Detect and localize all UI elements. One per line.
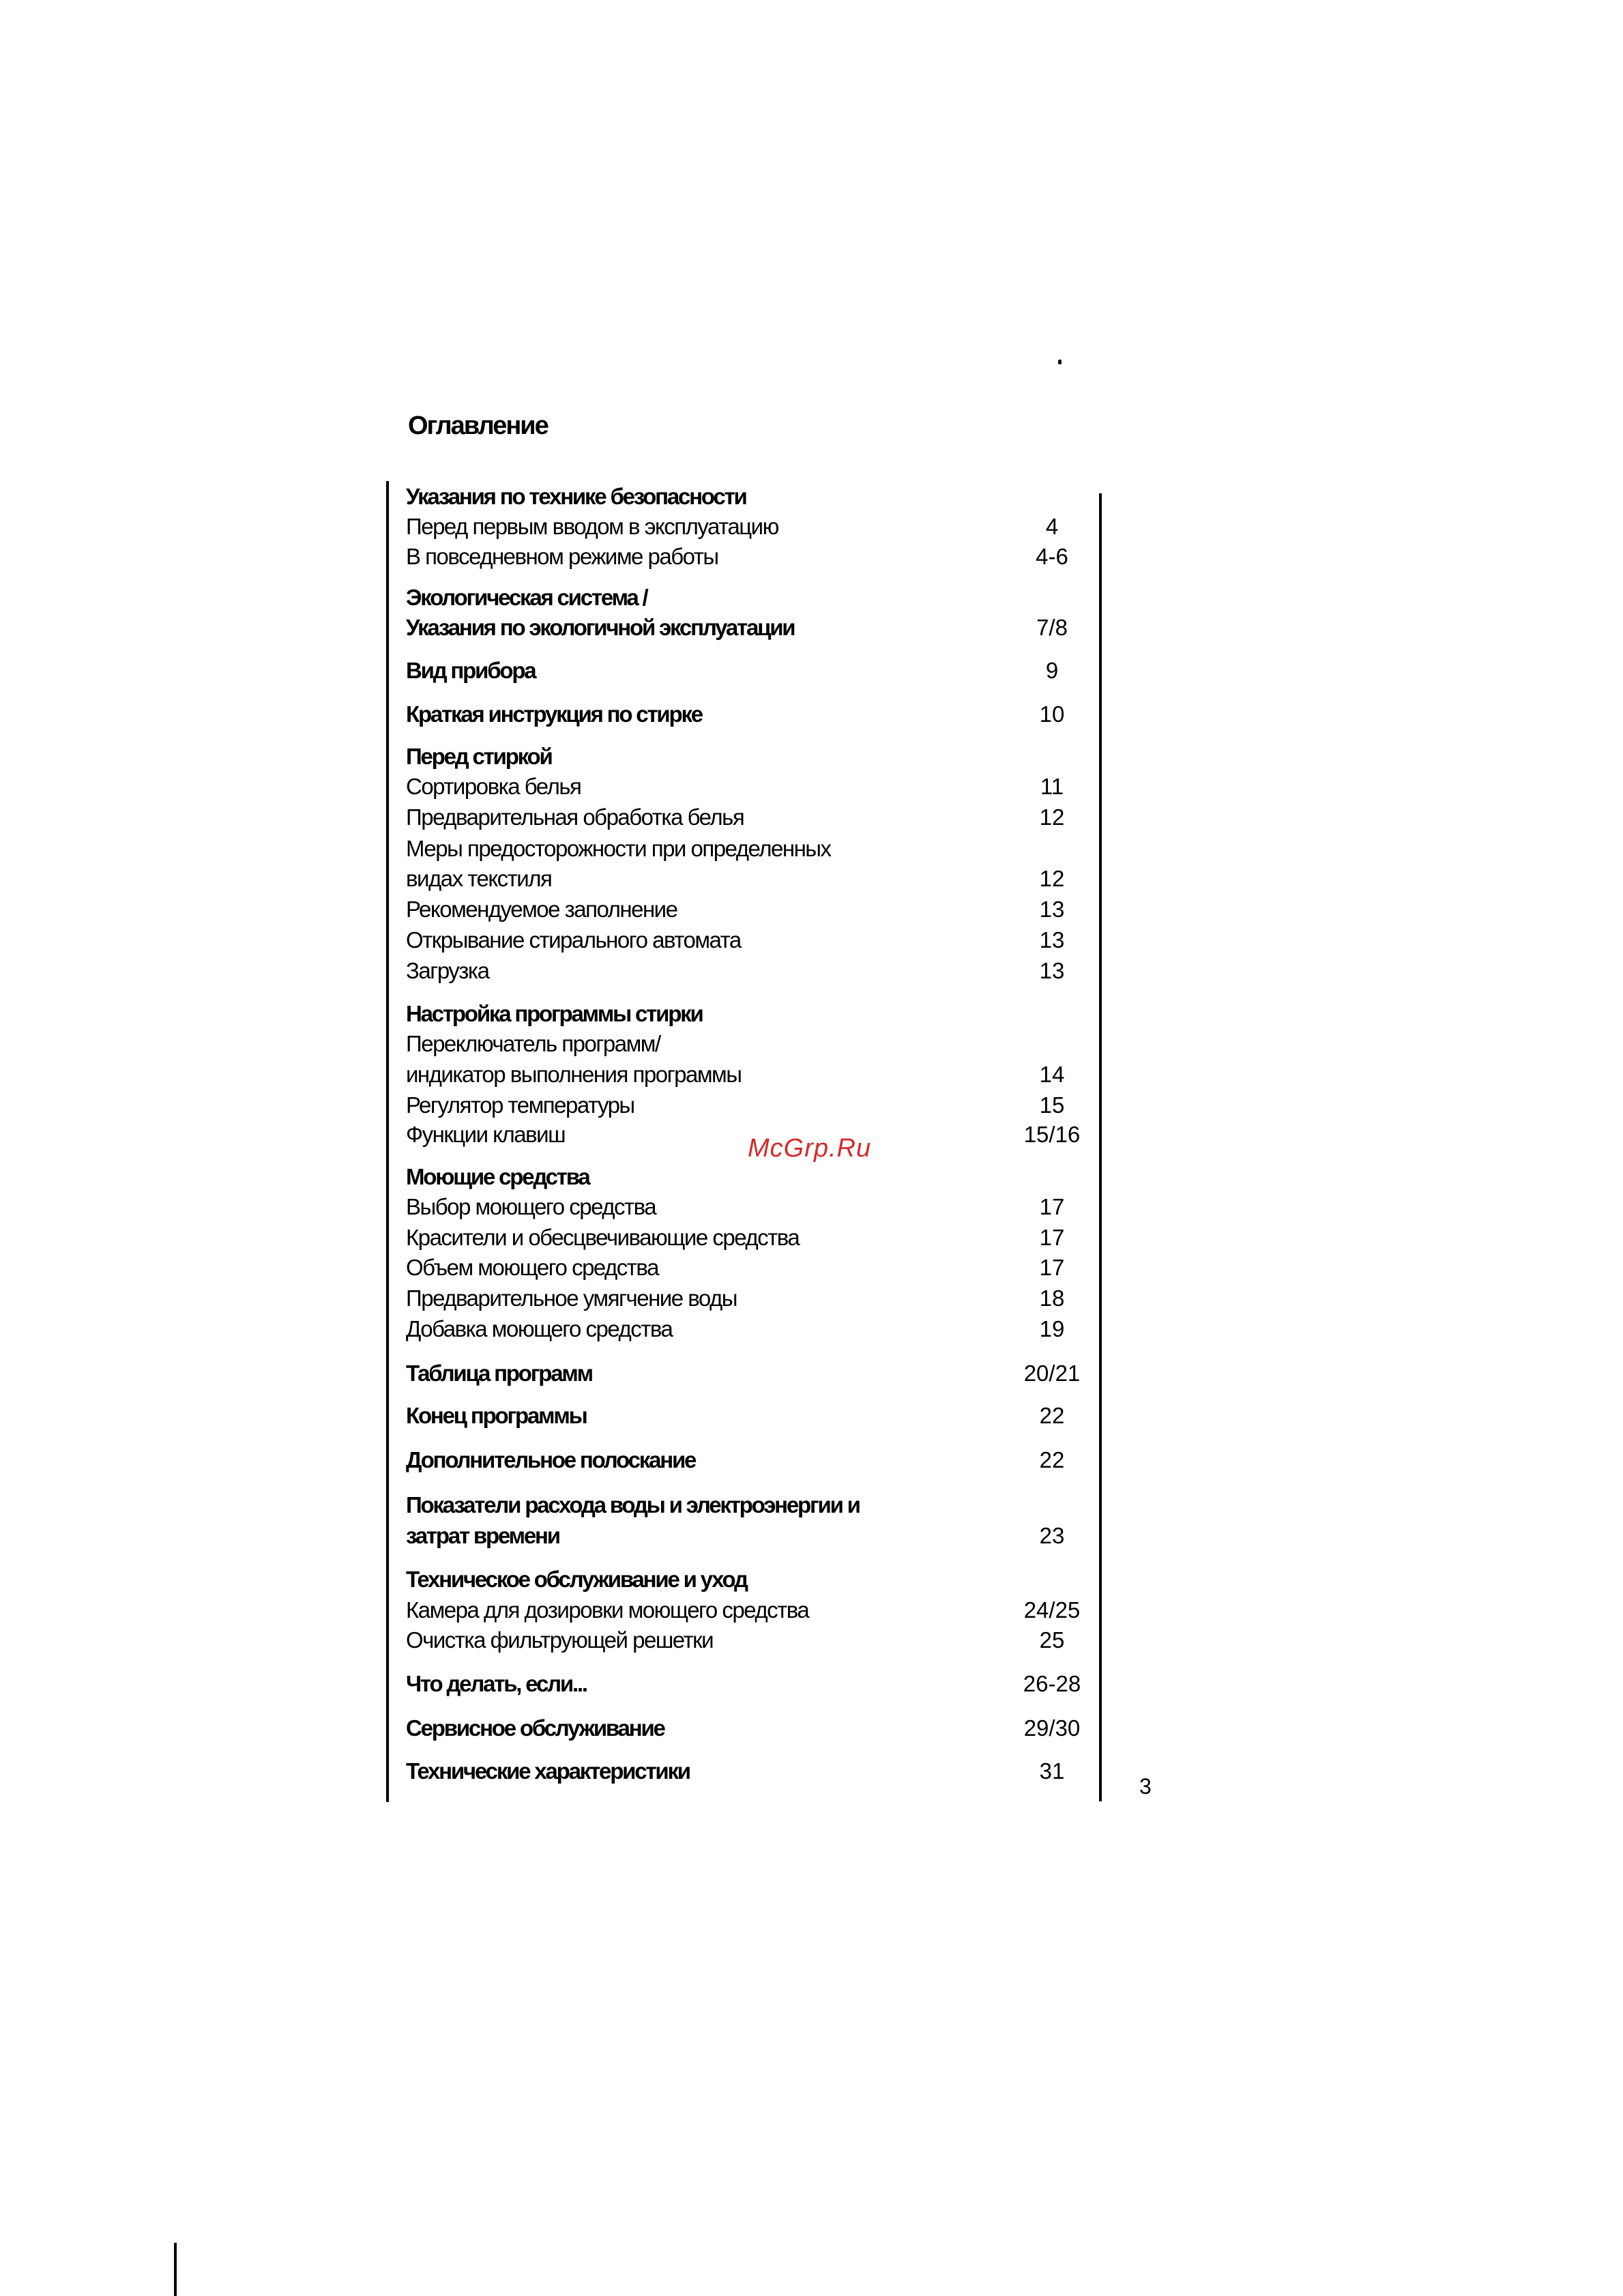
toc-entry bbox=[406, 1191, 1088, 1223]
toc-section-heading bbox=[406, 612, 1088, 643]
toc-entry-text: Меры предосторожности при определенных bbox=[406, 836, 831, 861]
toc-entry-text: Сортировка белья bbox=[406, 774, 581, 799]
toc-page-number: 31 bbox=[1039, 1758, 1065, 1784]
toc-entry-text: Открывание стирального автомата bbox=[406, 927, 741, 953]
toc-section-heading bbox=[406, 1161, 1088, 1193]
watermark: McGrp.Ru bbox=[748, 1134, 872, 1163]
toc-entry-text: Перед стиркой bbox=[406, 744, 552, 769]
toc-entry bbox=[406, 1090, 1088, 1121]
toc-section-heading bbox=[406, 1756, 1088, 1787]
toc-entry-text: затрат времени bbox=[406, 1523, 559, 1548]
toc-page-number: 7/8 bbox=[1036, 615, 1068, 640]
bottom-margin-mark bbox=[174, 2243, 177, 2296]
toc-page-number: 12 bbox=[1039, 804, 1065, 830]
toc-entry-text: видах текстиля bbox=[406, 866, 552, 891]
toc-entry-text: Указания по технике безопасности bbox=[406, 484, 746, 509]
toc-page-number: 15/16 bbox=[1023, 1122, 1081, 1147]
toc-page-number: 9 bbox=[1045, 658, 1059, 683]
toc-entry-text: Добавка моющего средства bbox=[406, 1316, 673, 1341]
toc-entry-text: Таблица программ bbox=[406, 1361, 592, 1386]
toc-entry bbox=[406, 1059, 1088, 1090]
toc-entry-text: Дополнительное полоскание bbox=[406, 1447, 696, 1472]
toc-section-heading bbox=[406, 699, 1088, 730]
toc-entry bbox=[406, 541, 1088, 572]
toc-entry bbox=[406, 925, 1088, 956]
toc-section-heading bbox=[406, 1564, 1088, 1595]
toc-section-heading bbox=[406, 1444, 1088, 1476]
toc-page-number: 12 bbox=[1039, 866, 1065, 891]
toc-entry bbox=[406, 1252, 1088, 1283]
toc-entry-text: индикатор выполнения программы bbox=[406, 1062, 742, 1087]
toc-entry-text: Вид прибора bbox=[406, 658, 536, 683]
toc-entry-text: Камера для дозировки моющего средства bbox=[406, 1597, 809, 1623]
toc-page-number: 4 bbox=[1045, 514, 1059, 539]
toc-entry-text: Рекомендуемое заполнение bbox=[406, 897, 677, 922]
toc-entry bbox=[406, 1119, 1088, 1150]
toc-page-number: 4-6 bbox=[1036, 544, 1068, 569]
toc-page-number: 22 bbox=[1039, 1447, 1065, 1472]
toc-page-number: 23 bbox=[1039, 1523, 1065, 1548]
toc-page-number: 10 bbox=[1039, 701, 1065, 727]
toc-entry-text: Загрузка bbox=[406, 958, 489, 983]
toc-entry bbox=[406, 771, 1088, 802]
toc-page-number: 15 bbox=[1039, 1092, 1065, 1118]
toc-page-number: 17 bbox=[1039, 1225, 1065, 1250]
toc-page-number: 17 bbox=[1039, 1255, 1065, 1280]
toc-entry-text: Красители и обесцвечивающие средства bbox=[406, 1225, 800, 1250]
toc-page-number: 26-28 bbox=[1023, 1671, 1081, 1696]
toc-section-heading bbox=[406, 582, 1088, 613]
toc-section-heading bbox=[406, 1520, 1088, 1552]
toc-entry bbox=[406, 833, 1088, 864]
toc-entry-text: Регулятор температуры bbox=[406, 1092, 634, 1118]
toc-page-number: 29/30 bbox=[1023, 1715, 1081, 1741]
toc-entry-text: Функции клавиш bbox=[406, 1122, 566, 1147]
toc-entry-text: Переключатель программ/ bbox=[406, 1031, 660, 1056]
toc-page-number: 13 bbox=[1039, 927, 1065, 953]
toc-entry-text: Сервисное обслуживание bbox=[406, 1715, 664, 1741]
toc-entry bbox=[406, 894, 1088, 925]
toc-page-number: 11 bbox=[1040, 774, 1064, 799]
toc-page-number: 18 bbox=[1039, 1285, 1065, 1311]
toc-entry bbox=[406, 511, 1088, 542]
toc-page-number: 22 bbox=[1039, 1403, 1065, 1428]
toc-entry-text: Выбор моющего средства bbox=[406, 1194, 656, 1219]
toc-entry bbox=[406, 1625, 1088, 1656]
toc-entry bbox=[406, 1313, 1088, 1345]
toc-page-number: 20/21 bbox=[1023, 1361, 1081, 1386]
toc-section-heading bbox=[406, 1400, 1088, 1432]
toc-entry bbox=[406, 955, 1088, 987]
toc-entry-text: Настройка программы стирки bbox=[406, 1001, 703, 1026]
toc-entry-text: Конец программы bbox=[406, 1403, 587, 1428]
toc-entry-text: Моющие средства bbox=[406, 1164, 589, 1189]
toc-entry-text: Перед первым вводом в эксплуатацию bbox=[406, 514, 778, 539]
toc-entry-text: Предварительное умягчение воды bbox=[406, 1285, 737, 1311]
toc-section-heading bbox=[406, 1358, 1088, 1389]
toc-entry-text: Краткая инструкция по стирке bbox=[406, 701, 702, 727]
toc-section-heading bbox=[406, 998, 1088, 1030]
page-number: 3 bbox=[1139, 1774, 1152, 1799]
toc-section-heading bbox=[406, 1713, 1088, 1744]
toc-page-number: 19 bbox=[1039, 1316, 1065, 1341]
toc-page-number: 25 bbox=[1039, 1627, 1065, 1653]
toc-entry-text: Указания по экологичной эксплуатации bbox=[406, 615, 795, 640]
left-rule bbox=[386, 481, 389, 1802]
toc-page-number: 14 bbox=[1039, 1062, 1065, 1087]
toc-entry-text: Технические характеристики bbox=[406, 1758, 690, 1784]
toc-entry-text: Показатели расхода воды и электроэнергии и bbox=[406, 1492, 860, 1517]
toc-entry bbox=[406, 863, 1088, 895]
toc-entry-text: Предварительная обработка белья bbox=[406, 804, 744, 830]
toc-section-heading bbox=[406, 655, 1088, 686]
toc-section-heading bbox=[406, 741, 1088, 772]
toc-entry-text: В повседневном режиме работы bbox=[406, 544, 718, 569]
toc-section-heading bbox=[406, 1490, 1088, 1521]
toc-entry-text: Объем моющего средства bbox=[406, 1255, 658, 1280]
toc-entry-text: Что делать, если... bbox=[406, 1671, 587, 1696]
scan-speck bbox=[1058, 360, 1062, 364]
toc-entry-text: Очистка фильтрующей решетки bbox=[406, 1627, 714, 1653]
toc-page-number: 24/25 bbox=[1023, 1597, 1081, 1623]
toc-entry bbox=[406, 1222, 1088, 1253]
toc-entry-text: Экологическая система / bbox=[406, 585, 647, 610]
toc-entry bbox=[406, 1595, 1088, 1626]
toc-page-number: 17 bbox=[1039, 1194, 1065, 1219]
toc-entry bbox=[406, 1283, 1088, 1314]
toc-entry-text: Техническое обслуживание и уход bbox=[406, 1567, 747, 1592]
toc-page-number: 13 bbox=[1039, 897, 1065, 922]
toc-entry bbox=[406, 802, 1088, 833]
toc-section-heading bbox=[406, 1668, 1088, 1700]
toc-page-number: 13 bbox=[1039, 958, 1065, 983]
toc-section-heading bbox=[406, 481, 1088, 512]
toc-entry bbox=[406, 1028, 1088, 1060]
page-title: Оглавление bbox=[408, 411, 548, 440]
